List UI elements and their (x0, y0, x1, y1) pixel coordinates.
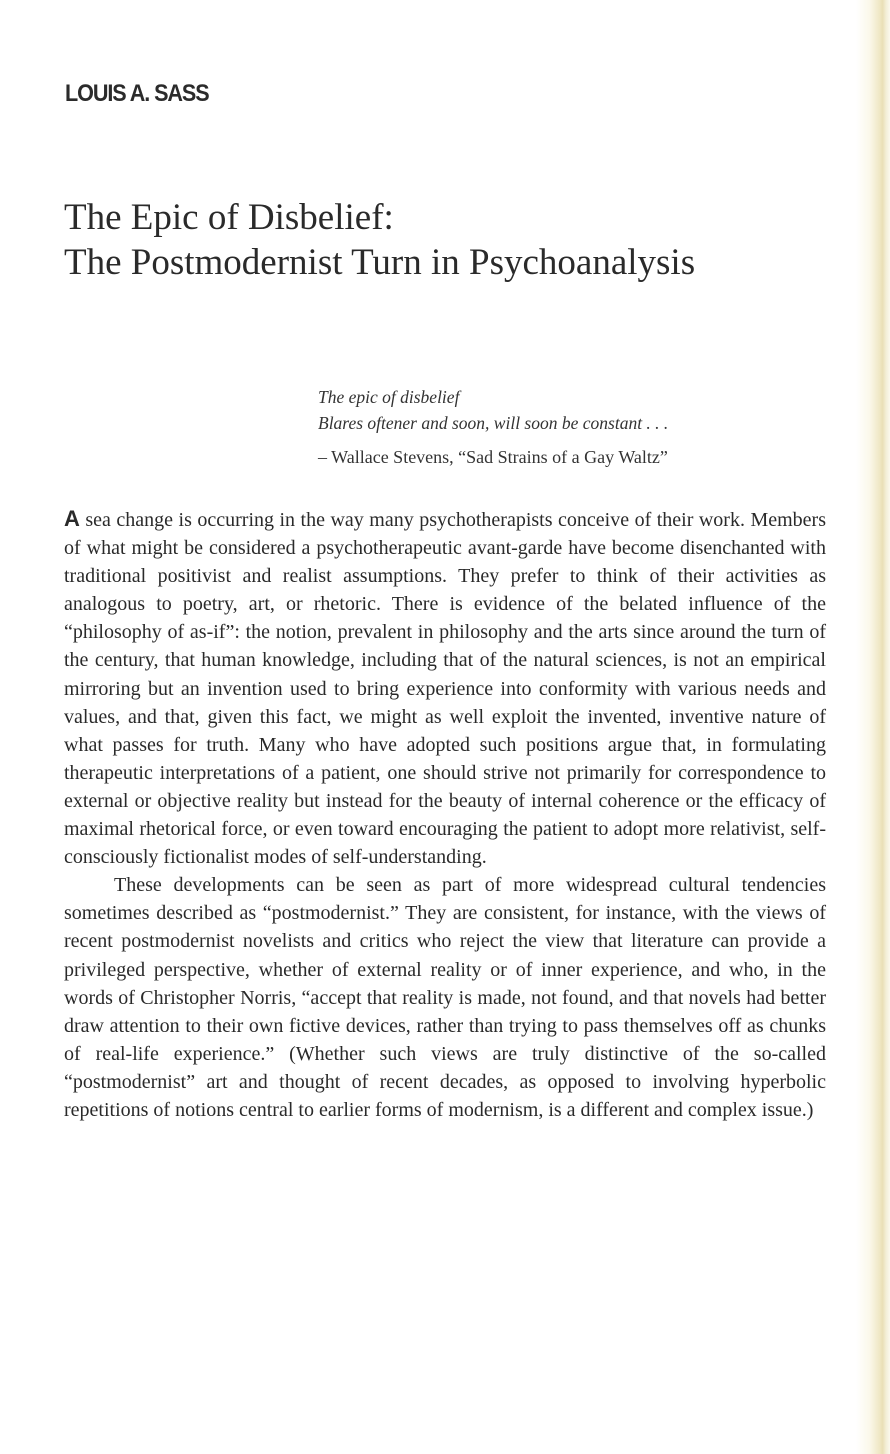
article-title (64, 195, 695, 285)
epigraph (318, 384, 668, 470)
title-line-1: The Epic of Disbelief: (64, 197, 394, 238)
page-edge-binding (856, 0, 890, 1454)
body-text (64, 505, 826, 1124)
epigraph-line-1: The epic of disbelief (318, 387, 460, 407)
paragraph-2: These developments can be seen as part of more widespread cultural tendencies sometimes described as “postmodernist.” They are consistent, for instance, with the views of recent postmodernist novelists and critics who reject the view that literature can provide a privileged perspective, whether of external reality or of inner experience, and who, in the words of Christopher Norris, “accept that reality is made, not found, and that novels had better draw attention to their own fictive devices, rather than trying to pass themselves off as chunks of real-life experience.” (Whether such views are truly distinctive of the so-called “postmodernist” art and thought of recent decades, as opposed to involving hyperbolic repetitions of notions central to earlier forms of modernism, is a different and complex issue.) (64, 874, 826, 1121)
epigraph-line-2: Blares oftener and soon, will soon be constant . . . (318, 413, 669, 433)
paragraph-1 (64, 505, 826, 871)
paragraph-1-text: sea change is occurring in the way many psychotherapists conceive of their work. Members of what might be considered a psychotherapeutic avant-garde have become disenchanted with traditional positivist and realist assumptions. They prefer to think of their activities as analogous to poetry, art, or rhetoric. There is evidence of the belated influence of the “philosophy of as-if”: the notion, prevalent in philosophy and the arts since around the turn of the century, that human knowledge, including that of the natural sciences, is not an empirical mirroring but an invention used to bring experience into conformity with various needs and values, and that, given this fact, we might as well exploit the invented, inventive nature of what passes for truth. Many who have adopted such positions argue that, in formulating therapeutic interpretations of a patient, one should strive not primarily for correspondence to external or objective reality but instead for the beauty of internal coherence or the efficacy of maximal rhetorical force, or even toward encouraging the patient to adopt more relativist, self-consciously fictionalist modes of self-understanding. (64, 509, 826, 869)
author-name: LOUIS A. SASS (65, 80, 209, 107)
epigraph-attribution: – Wallace Stevens, “Sad Strains of a Gay Waltz” (318, 447, 668, 467)
title-line-2: The Postmodernist Turn in Psychoanalysis (64, 242, 696, 283)
drop-cap: A (64, 506, 80, 531)
